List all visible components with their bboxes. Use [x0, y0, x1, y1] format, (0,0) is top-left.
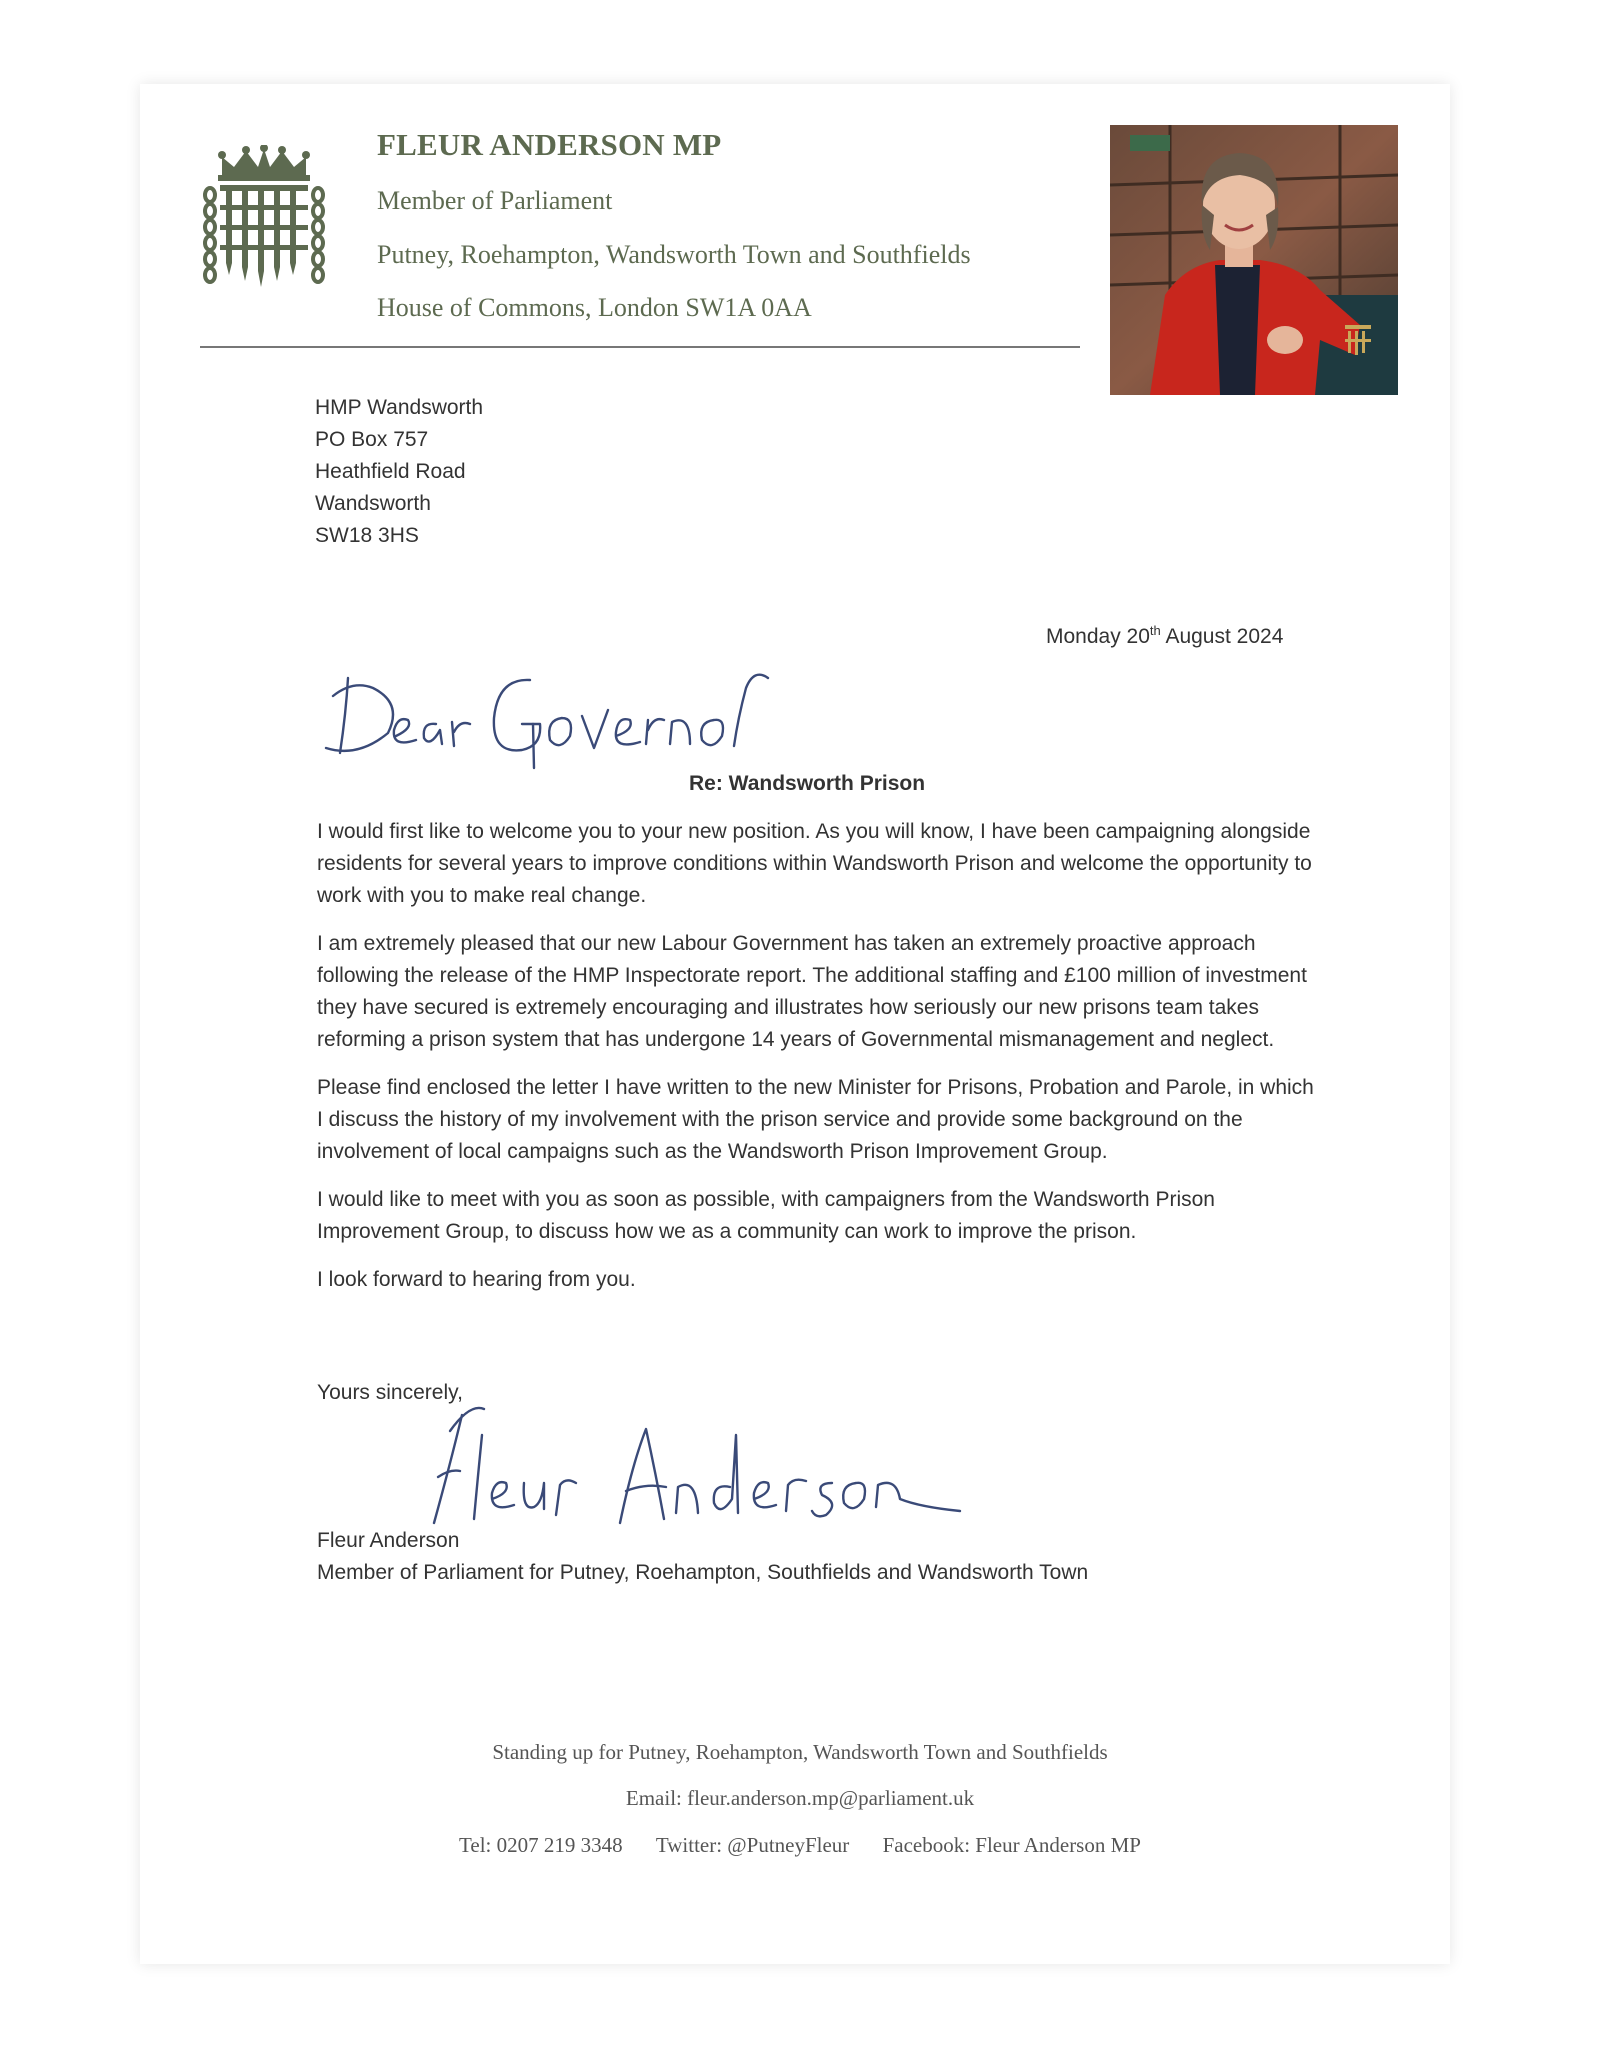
letter-closing: Yours sincerely, — [317, 1381, 463, 1404]
body-paragraph: I am extremely pleased that our new Labour Government has taken an extremely proactive approach following the release of the HMP Inspectorate report. The additional staffing and £100 million of investment they have secured is extremely encouraging and illustrates how seriously our new prisons team takes reforming a prison system that has undergone 14 years of Governmental mismanagement and neglect. — [317, 932, 1307, 1051]
signer-block — [317, 1525, 1088, 1589]
letterhead-constituency: Putney, Roehampton, Wandsworth Town and Southfields — [377, 240, 971, 269]
date-month-year: August 2024 — [1165, 625, 1284, 648]
address-line: SW18 3HS — [315, 524, 419, 547]
letter-body — [317, 816, 1317, 1312]
signer-name: Fleur Anderson — [317, 1529, 460, 1552]
body-paragraph: Please find enclosed the letter I have written to the new Minister for Prisons, Probation and Parole, in which I discuss the history of my involvement with the prison service and provide some background on the involvement of local campaigns such as the Wandsworth Prison Improvement Group. — [317, 1076, 1314, 1163]
handwritten-signature — [420, 1395, 980, 1535]
portcullis-icon — [202, 145, 326, 295]
address-line: PO Box 757 — [315, 428, 429, 451]
letter-subject: Re: Wandsworth Prison — [689, 772, 926, 795]
email-link[interactable]: Email: fleur.anderson.mp@parliament.uk — [625, 1786, 975, 1810]
footer-twitter[interactable]: Twitter: @PutneyFleur — [655, 1833, 850, 1857]
letter-date — [1046, 623, 1283, 649]
footer-email[interactable] — [0, 1786, 1600, 1811]
footer-tagline: Standing up for Putney, Roehampton, Wandsworth Town and Southfields — [492, 1740, 1108, 1764]
footer-tel: Tel: 0207 219 3348 — [459, 1833, 623, 1857]
letterhead-role: Member of Parliament — [377, 186, 613, 215]
letterhead-divider — [200, 346, 1080, 348]
signer-title: Member of Parliament for Putney, Roehampton, Southfields and Wandsworth Town — [317, 1561, 1089, 1584]
footer-contacts — [0, 1833, 1600, 1858]
address-line: Wandsworth — [315, 492, 431, 515]
portrait-photo — [1110, 125, 1398, 395]
address-line: HMP Wandsworth — [315, 396, 484, 419]
footer-facebook[interactable]: Facebook: Fleur Anderson MP — [882, 1833, 1141, 1857]
handwritten-salutation — [318, 658, 798, 778]
date-suffix: th — [1149, 623, 1161, 638]
letterhead-address: House of Commons, London SW1A 0AA — [377, 293, 812, 322]
date-day: Monday 20 — [1046, 625, 1150, 648]
letterhead-name: FLEUR ANDERSON MP — [377, 127, 722, 162]
recipient-address — [315, 392, 483, 552]
body-paragraph: I look forward to hearing from you. — [317, 1268, 636, 1291]
body-paragraph: I would first like to welcome you to your new position. As you will know, I have been campaigning alongside residents for several years to improve conditions within Wandsworth Prison and welcome the opportunity to work with you to make real change. — [317, 820, 1312, 907]
address-line: Heathfield Road — [315, 460, 466, 483]
body-paragraph: I would like to meet with you as soon as possible, with campaigners from the Wandsworth Prison Improvement Group, to discuss how we as a community can work to improve the prison. — [317, 1188, 1215, 1243]
